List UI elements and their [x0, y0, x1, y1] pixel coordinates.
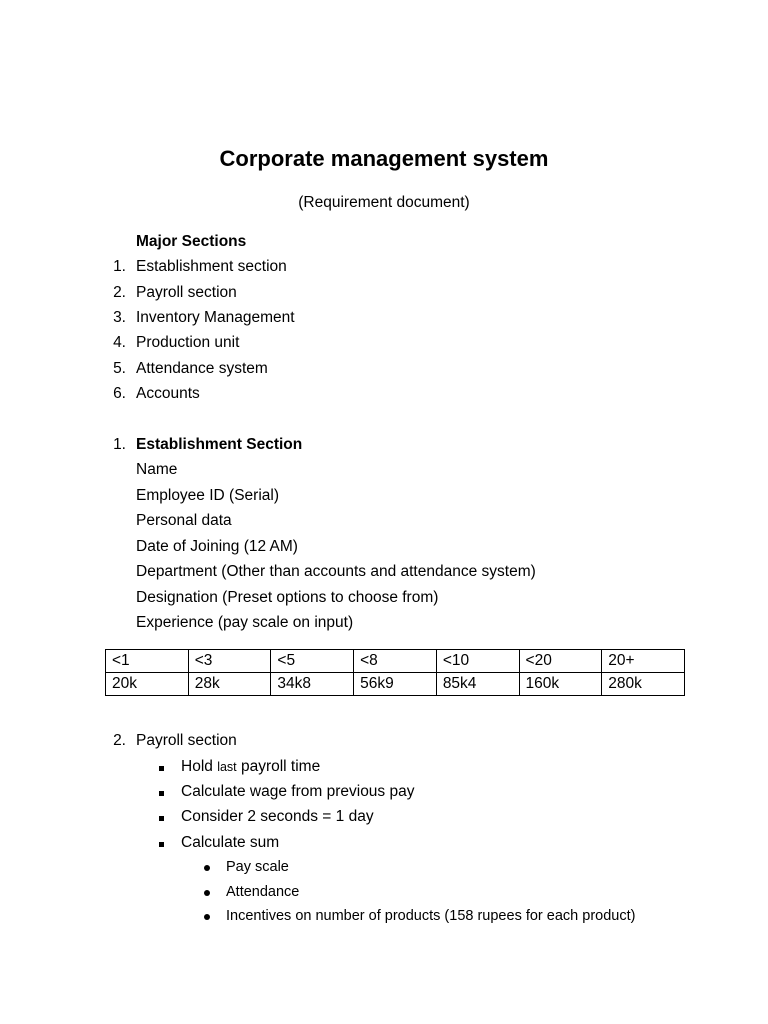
table-row — [106, 673, 685, 696]
list-text: Calculate wage from previous pay — [181, 783, 415, 800]
table-cell: 280k — [602, 673, 685, 696]
field-item: Date of Joining (12 AM) — [136, 538, 298, 555]
list-text: Inventory Management — [136, 309, 295, 326]
establishment-heading: Establishment Section — [136, 436, 303, 453]
round-bullet-icon — [204, 857, 210, 877]
list-number: 3. — [113, 309, 126, 326]
field-item: Designation (Preset options to choose from) — [136, 589, 439, 606]
table-cell: <8 — [354, 650, 437, 673]
square-bullet-icon — [159, 757, 164, 777]
payroll-heading: Payroll section — [136, 732, 237, 749]
section-number: 1. — [113, 436, 126, 453]
list-text: Hold last payroll time — [181, 758, 321, 775]
document-title: Corporate management system — [219, 146, 549, 171]
table-cell: 160k — [519, 673, 602, 696]
field-item: Experience (pay scale on input) — [136, 614, 354, 631]
field-item: Employee ID (Serial) — [136, 487, 279, 504]
list-text: Attendance — [226, 884, 300, 900]
list-number: 1. — [113, 258, 126, 275]
square-bullet-icon — [159, 782, 164, 802]
list-number: 6. — [113, 385, 126, 402]
section-number: 2. — [113, 732, 126, 749]
field-item: Name — [136, 461, 178, 478]
document-subtitle: (Requirement document) — [298, 194, 470, 211]
table-cell: 28k — [188, 673, 271, 696]
list-number: 4. — [113, 334, 126, 351]
round-bullet-icon — [204, 882, 210, 902]
square-bullet-icon — [159, 807, 164, 827]
table-cell: 85k4 — [436, 673, 519, 696]
table-cell: <3 — [188, 650, 271, 673]
square-bullet-icon — [159, 833, 164, 853]
table-cell: <5 — [271, 650, 354, 673]
table-cell: <20 — [519, 650, 602, 673]
pay-scale-table — [105, 649, 685, 696]
list-text: Payroll section — [136, 284, 237, 301]
list-text: Production unit — [136, 334, 240, 351]
list-number: 2. — [113, 284, 126, 301]
table-cell: 34k8 — [271, 673, 354, 696]
table-row — [106, 650, 685, 673]
table-cell: 56k9 — [354, 673, 437, 696]
list-text: Incentives on number of products (158 rupees for each product) — [226, 908, 636, 924]
list-text: Calculate sum — [181, 834, 280, 851]
list-text: Pay scale — [226, 859, 289, 875]
field-item: Personal data — [136, 512, 232, 529]
list-text: Accounts — [136, 385, 200, 402]
list-number: 5. — [113, 360, 126, 377]
list-text: Attendance system — [136, 360, 268, 377]
list-text: Consider 2 seconds = 1 day — [181, 808, 374, 825]
table-cell: 20+ — [602, 650, 685, 673]
table-cell: <1 — [106, 650, 189, 673]
table-cell: 20k — [106, 673, 189, 696]
round-bullet-icon — [204, 906, 210, 926]
field-item: Department (Other than accounts and attendance system) — [136, 563, 536, 580]
list-text: Establishment section — [136, 258, 287, 275]
major-sections-heading: Major Sections — [136, 233, 247, 250]
table-cell: <10 — [436, 650, 519, 673]
